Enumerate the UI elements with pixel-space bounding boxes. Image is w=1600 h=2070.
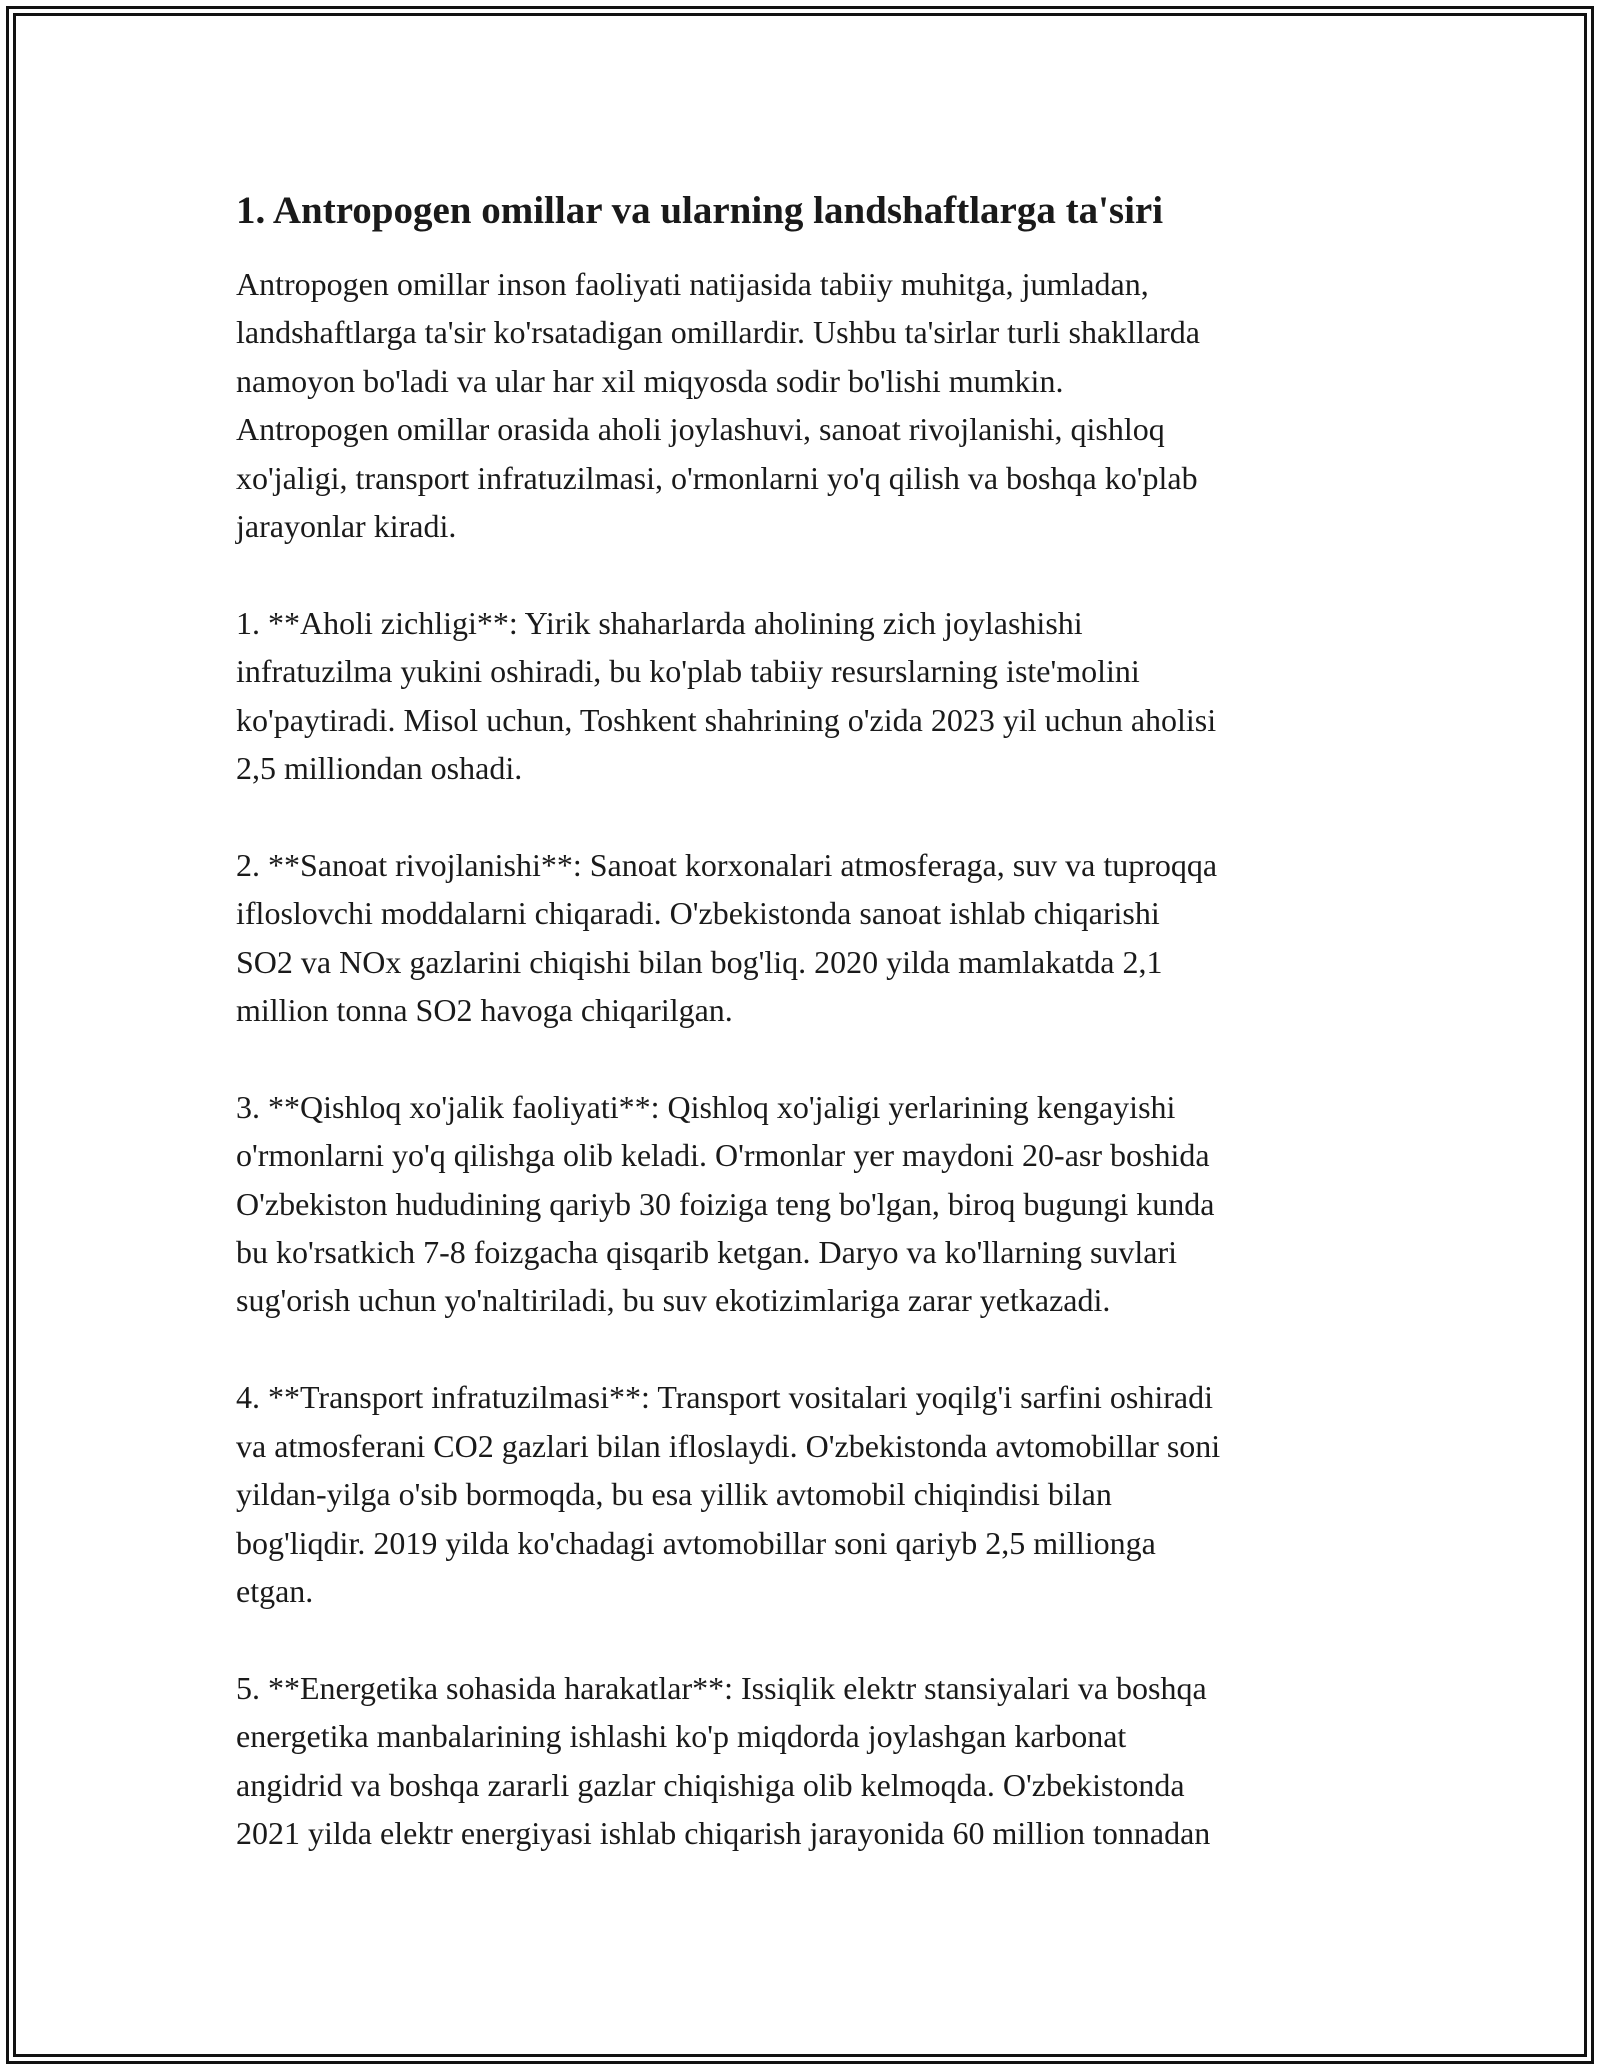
item-industrial-development: 2. **Sanoat rivojlanishi**: Sanoat korxonalari atmosferaga, suv va tuproqqa ifloslovchi moddalarni chiqaradi. O'zbekistonda sanoat ishlab chiqarishi SO2 va NOx gazlarini chiqishi bilan bog'liq. 2020 yilda mamlakatda 2,1 million tonna SO2 havoga chiqarilgan. xyxy=(236,846,1218,1029)
paragraph-spacer xyxy=(236,792,1376,840)
item-population-density: 1. **Aholi zichligi**: Yirik shaharlarda aholining zich joylashishi infratuzilma yukini oshiradi, bu ko'plab tabiiy resurslarning iste'molini ko'paytiradi. Misol uchun, Toshkent shahrining o'zida 2023 yil uchun aholisi 2,5 milliondan oshadi. xyxy=(236,604,1217,787)
item-energy: 5. **Energetika sohasida harakatlar**: Issiqlik elektr stansiyalari va boshqa energetika manbalarining ishlashi ko'p miqdorda joylashgan karbonat angidrid va boshqa zararli gazlar chiqishiga olib kelmoqda. O'zbekistonda 2021 yilda elektr energiyasi ishlab chiqarish jarayonida 60 million tonnadan xyxy=(236,1669,1211,1851)
item-agriculture: 3. **Qishloq xo'jalik faoliyati**: Qishloq xo'jaligi yerlarining kengayishi o'rmonlarni yo'q qilishga olib keladi. O'rmonlar yer maydoni 20-asr boshida O'zbekiston hududining qariyb 30 foiziga teng bo'lgan, biroq bugungi kunda bu ko'rsatkich 7-8 foizgacha qisqarib ketgan. Daryo va ko'llarning suvlari sug'orish uchun yo'naltiriladi, bu suv ekotizimlariga zarar yetkazadi. xyxy=(236,1088,1215,1319)
document-body xyxy=(236,186,1376,1857)
paragraph-spacer xyxy=(236,1034,1376,1082)
paragraph-spacer xyxy=(236,1615,1376,1663)
intro-paragraph: Antropogen omillar inson faoliyati natijasida tabiiy muhitga, jumladan, landshaftlarga ta'sir ko'rsatadigan omillardir. Ushbu ta'sirlar turli shakllarda namoyon bo'ladi va ular har xil miqyosda sodir bo'lishi mumkin. Antropogen omillar orasida aholi joylashuvi, sanoat rivojlanishi, qishloq xo'jaligi, transport infratuzilmasi, o'rmonlarni yo'q qilish va boshqa ko'plab jarayonlar kiradi. xyxy=(236,266,1200,545)
paragraph-spacer xyxy=(236,1325,1376,1373)
section-heading: 1. Antropogen omillar va ularning landshaftlarga ta'siri xyxy=(236,189,1164,232)
paragraph-spacer xyxy=(236,550,1376,598)
item-transport: 4. **Transport infratuzilmasi**: Transport vositalari yoqilg'i sarfini oshiradi va atmosferani CO2 gazlari bilan ifloslaydi. O'zbekistonda avtomobillar soni yildan-yilga o'sib bormoqda, bu esa yillik avtomobil chiqindisi bilan bog'liqdir. 2019 yilda ko'chadagi avtomobillar soni qariyb 2,5 millionga etgan. xyxy=(236,1379,1221,1609)
